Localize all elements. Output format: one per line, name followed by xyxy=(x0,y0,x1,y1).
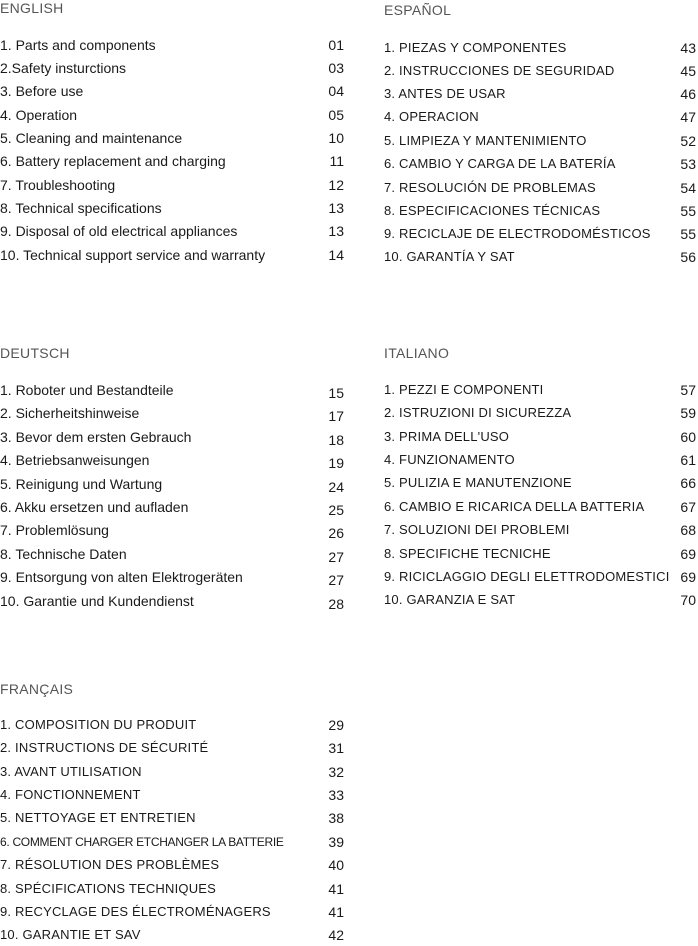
toc-entry-title: 6. COMMENT CHARGER ETCHANGER LA BATTERIE xyxy=(0,835,284,849)
toc-entry-page: 11 xyxy=(329,153,344,169)
toc-entry-title: 7. SOLUZIONI DEI PROBLEMI xyxy=(384,522,570,537)
toc-entry-title: 4. FONCTIONNEMENT xyxy=(0,787,141,802)
toc-section-deutsch xyxy=(0,345,350,615)
toc-entry-page: 41 xyxy=(328,881,344,897)
toc-entry-title: 5. PULIZIA E MANUTENZIONE xyxy=(384,475,572,490)
toc-entry-page: 67 xyxy=(680,499,696,515)
toc-entry-title: 5. Cleaning and maintenance xyxy=(0,130,183,146)
toc-entry-title: 3. PRIMA DELL'USO xyxy=(384,429,510,444)
toc-entry-title: 5. LIMPIEZA Y MANTENIMIENTO xyxy=(384,133,587,148)
toc-entry-title: 7. RÉSOLUTION DES PROBLÈMES xyxy=(0,857,220,872)
toc-entry-title: 9. RICICLAGGIO DEGLI ELETTRODOMESTICI xyxy=(384,569,670,584)
section-heading: ITALIANO xyxy=(384,345,450,361)
toc-entry[interactable] xyxy=(0,498,348,518)
toc-entry-title: 9. Entsorgung von alten Elektrogeräten xyxy=(0,569,243,585)
toc-entry-page: 04 xyxy=(328,83,344,99)
toc-entry[interactable] xyxy=(0,246,348,266)
toc-entry-title: 2. Sicherheitshinweise xyxy=(0,405,140,421)
section-heading: FRANÇAIS xyxy=(0,681,74,697)
toc-entry[interactable] xyxy=(384,428,696,448)
toc-entry[interactable] xyxy=(0,152,348,172)
toc-entry-page: 18 xyxy=(328,432,344,448)
toc-entry[interactable] xyxy=(0,763,348,783)
toc-entry-page: 39 xyxy=(328,834,344,850)
toc-entry[interactable] xyxy=(0,82,348,102)
toc-entry[interactable] xyxy=(384,39,696,59)
toc-entry-title: 5. NETTOYAGE ET ENTRETIEN xyxy=(0,810,196,825)
toc-entry-title: 1. COMPOSITION DU PRODUIT xyxy=(0,717,197,732)
toc-entry-title: 2.Safety insturctions xyxy=(0,60,127,76)
toc-entry-title: 8. SPECIFICHE TECNICHE xyxy=(384,546,551,561)
toc-entry[interactable] xyxy=(384,545,696,565)
toc-entry-page: 38 xyxy=(328,810,344,826)
toc-entry[interactable] xyxy=(384,404,696,424)
toc-entry-page: 13 xyxy=(328,200,344,216)
toc-entry[interactable] xyxy=(0,856,348,876)
toc-section-espanol xyxy=(384,2,698,272)
toc-entry-title: 1. PEZZI E COMPONENTI xyxy=(384,382,544,397)
toc-section-italiano xyxy=(384,345,698,615)
toc-entry-page: 42 xyxy=(328,927,344,943)
toc-entry-page: 69 xyxy=(680,546,696,562)
toc-entry-page: 28 xyxy=(328,596,344,612)
toc-entry-title: 6. Battery replacement and charging xyxy=(0,153,226,169)
toc-entry[interactable] xyxy=(384,568,696,588)
toc-entry[interactable] xyxy=(384,155,696,175)
toc-entry[interactable] xyxy=(0,568,348,588)
toc-entry-title: 10. GARANZIA E SAT xyxy=(384,592,516,607)
toc-entry[interactable] xyxy=(384,498,696,518)
toc-entry-title: 10. Garantie und Kundendienst xyxy=(0,593,194,609)
toc-entry[interactable] xyxy=(0,592,348,612)
toc-entry-page: 56 xyxy=(680,249,696,265)
toc-entry-page: 55 xyxy=(680,203,696,219)
toc-entry-page: 17 xyxy=(328,408,344,424)
toc-entry-page: 46 xyxy=(680,86,696,102)
toc-entry-page: 29 xyxy=(328,717,344,733)
toc-entry-page: 26 xyxy=(328,525,344,541)
toc-entry[interactable] xyxy=(0,880,348,900)
toc-entry[interactable] xyxy=(384,62,696,82)
toc-entry-title: 8. Technische Daten xyxy=(0,546,127,562)
toc-entry-page: 14 xyxy=(328,247,344,263)
toc-entry-title: 3. Bevor dem ersten Gebrauch xyxy=(0,429,192,445)
toc-entry[interactable] xyxy=(384,108,696,128)
toc-entry-page: 53 xyxy=(680,156,696,172)
toc-entry[interactable] xyxy=(0,809,348,829)
toc-entry-title: 4. OPERACION xyxy=(384,109,479,124)
toc-entry-page: 33 xyxy=(328,787,344,803)
toc-entry-title: 3. AVANT UTILISATION xyxy=(0,764,142,779)
toc-entry-page: 55 xyxy=(680,226,696,242)
section-heading: ENGLISH xyxy=(0,0,64,16)
toc-entry-page: 60 xyxy=(680,429,696,445)
toc-entry[interactable] xyxy=(0,521,348,541)
toc-entry-page: 45 xyxy=(680,63,696,79)
toc-entry-title: 6. CAMBIO E RICARICA DELLA BATTERIA xyxy=(384,499,645,514)
toc-entry-page: 61 xyxy=(680,452,696,468)
toc-entry[interactable] xyxy=(0,475,348,495)
toc-entry[interactable] xyxy=(0,199,348,219)
toc-entry[interactable] xyxy=(384,381,696,401)
toc-section-francais xyxy=(0,681,350,941)
toc-entry-page: 27 xyxy=(328,549,344,565)
toc-entry-title: 2. INSTRUCCIONES DE SEGURIDAD xyxy=(384,63,615,78)
toc-entry-page: 59 xyxy=(680,405,696,421)
toc-entry[interactable] xyxy=(0,36,348,56)
toc-entry[interactable] xyxy=(0,786,348,806)
toc-entry[interactable] xyxy=(384,179,696,199)
toc-entry-page: 24 xyxy=(328,479,344,495)
toc-entry-page: 15 xyxy=(328,385,344,401)
toc-entry[interactable] xyxy=(384,474,696,494)
toc-entry[interactable] xyxy=(384,132,696,152)
toc-entry[interactable] xyxy=(384,248,696,268)
toc-entry-title: 8. ESPECIFICACIONES TÉCNICAS xyxy=(384,203,601,218)
toc-entry[interactable] xyxy=(384,451,696,471)
toc-entry-page: 43 xyxy=(680,40,696,56)
toc-entry-page: 12 xyxy=(328,177,344,193)
toc-entry-title: 4. Operation xyxy=(0,107,78,123)
toc-entry-title: 6. Akku ersetzen und aufladen xyxy=(0,499,189,515)
toc-entry-page: 68 xyxy=(680,522,696,538)
toc-entry[interactable] xyxy=(0,176,348,196)
toc-entry-title: 1. Roboter und Bestandteile xyxy=(0,382,174,398)
toc-entry[interactable] xyxy=(0,404,348,424)
toc-entry[interactable] xyxy=(384,85,696,105)
toc-entry-title: 3. Before use xyxy=(0,83,84,99)
toc-entry[interactable] xyxy=(0,903,348,923)
toc-entry-title: 10. GARANTÍA Y SAT xyxy=(384,249,515,264)
toc-entry-page: 52 xyxy=(680,133,696,149)
toc-entry-title: 10. GARANTIE ET SAV xyxy=(0,927,141,942)
toc-entry[interactable] xyxy=(384,225,696,245)
toc-entry-page: 10 xyxy=(328,130,344,146)
toc-entry[interactable] xyxy=(0,716,348,736)
toc-entry-page: 19 xyxy=(328,455,344,471)
toc-entry-page: 01 xyxy=(328,37,344,53)
toc-entry[interactable] xyxy=(0,545,348,565)
toc-entry-page: 66 xyxy=(680,475,696,491)
toc-entry[interactable] xyxy=(0,59,348,79)
toc-entry-title: 7. Troubleshooting xyxy=(0,177,116,193)
toc-entry-title: 8. Technical specifications xyxy=(0,200,162,216)
toc-entry-page: 05 xyxy=(328,107,344,123)
toc-entry-page: 13 xyxy=(328,223,344,239)
toc-entry-title: 4. FUNZIONAMENTO xyxy=(384,452,515,467)
toc-entry-page: 54 xyxy=(680,180,696,196)
toc-entry[interactable] xyxy=(0,129,348,149)
toc-entry-page: 70 xyxy=(680,592,696,608)
toc-entry[interactable] xyxy=(0,739,348,759)
toc-entry[interactable] xyxy=(0,222,348,242)
toc-entry-title: 10. Technical support service and warranty xyxy=(0,247,266,263)
toc-entry[interactable] xyxy=(0,428,348,448)
toc-entry-title: 2. ISTRUZIONI DI SICUREZZA xyxy=(384,405,572,420)
toc-entry-title: 7. Problemlösung xyxy=(0,522,109,538)
toc-section-english xyxy=(0,0,350,270)
toc-entry-page: 25 xyxy=(328,502,344,518)
section-heading: DEUTSCH xyxy=(0,345,70,361)
toc-entry[interactable] xyxy=(0,106,348,126)
toc-entry[interactable] xyxy=(384,521,696,541)
toc-entry-title: 4. Betriebsanweisungen xyxy=(0,452,150,468)
section-heading: ESPAÑOL xyxy=(384,2,452,18)
toc-entry-page: 57 xyxy=(680,382,696,398)
toc-entry-title: 7. RESOLUCIÓN DE PROBLEMAS xyxy=(384,180,596,195)
toc-entry-page: 27 xyxy=(328,572,344,588)
toc-entry-title: 1. PIEZAS Y COMPONENTES xyxy=(384,40,567,55)
toc-entry-page: 69 xyxy=(680,569,696,585)
toc-entry-page: 41 xyxy=(328,904,344,920)
toc-entry[interactable] xyxy=(0,926,348,946)
toc-entry-title: 9. Disposal of old electrical appliances xyxy=(0,223,238,239)
toc-entry-page: 31 xyxy=(328,740,344,756)
toc-entry[interactable] xyxy=(0,451,348,471)
toc-entry-page: 47 xyxy=(680,109,696,125)
toc-entry-page: 40 xyxy=(328,857,344,873)
toc-entry-page: 32 xyxy=(328,764,344,780)
toc-entry-title: 9. RECICLAJE DE ELECTRODOMÉSTICOS xyxy=(384,226,651,241)
toc-entry[interactable] xyxy=(0,833,348,853)
toc-entry-title: 6. CAMBIO Y CARGA DE LA BATERÍA xyxy=(384,156,616,171)
toc-entry-title: 2. INSTRUCTIONS DE SÉCURITÉ xyxy=(0,740,209,755)
toc-entry-title: 8. SPÉCIFICATIONS TECHNIQUES xyxy=(0,881,217,896)
toc-entry-page: 03 xyxy=(328,60,344,76)
toc-entry-title: 9. RECYCLAGE DES ÉLECTROMÉNAGERS xyxy=(0,904,271,919)
toc-entry-title: 1. Parts and components xyxy=(0,37,156,53)
toc-entry[interactable] xyxy=(384,202,696,222)
toc-entry[interactable] xyxy=(384,591,696,611)
toc-entry-title: 5. Reinigung und Wartung xyxy=(0,476,163,492)
toc-entry-title: 3. ANTES DE USAR xyxy=(384,86,506,101)
toc-entry[interactable] xyxy=(0,381,348,401)
